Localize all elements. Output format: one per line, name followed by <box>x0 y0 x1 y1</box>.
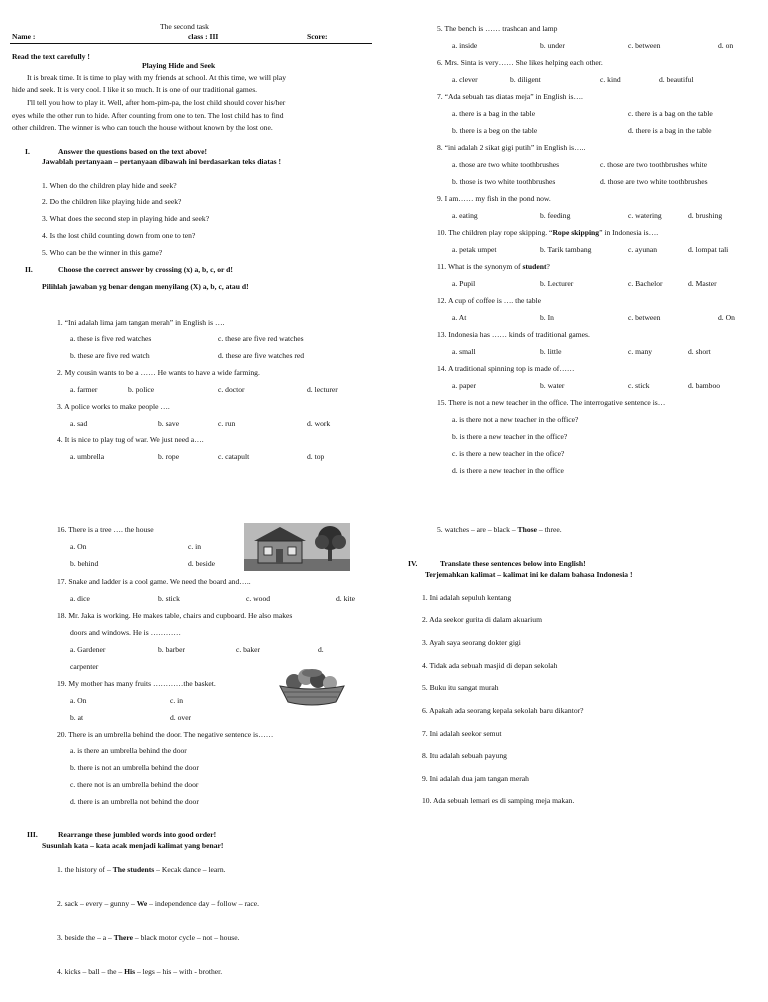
translate-sentence: 4. Tidak ada sebuah masjid di depan sekolah <box>422 661 558 670</box>
option-c[interactable]: c. kind <box>600 75 621 84</box>
jumbled-sentence: 2. sack – every – gunny – We – independence day – follow – race. <box>57 899 260 908</box>
option-d[interactable]: d. short <box>688 347 711 356</box>
option-b[interactable]: b. these are five red watch <box>70 351 150 360</box>
option-b[interactable]: b. at <box>70 713 84 722</box>
option-a[interactable]: a. there is a bag in the table <box>452 109 536 118</box>
question: 20. There is an umbrella behind the door. The negative sentence is…… <box>57 730 274 739</box>
question: 5. The bench is …… trashcan and lamp <box>437 24 558 33</box>
question: 4. It is nice to play tug of war. We just need a…. <box>57 435 204 444</box>
translate-sentence: 9. Ini adalah dua jam tangan merah <box>422 774 529 783</box>
option-c[interactable]: c. Bachelor <box>628 279 663 288</box>
option-b[interactable]: b. diligent <box>510 75 541 84</box>
section-2-number: II. <box>25 265 33 274</box>
reading-line: eyes while the other run to hide. After counting from one to ten. The lost child has to find <box>12 111 284 120</box>
option-c[interactable]: c. between <box>628 313 661 322</box>
option-b[interactable]: b. under <box>540 41 565 50</box>
option-c[interactable]: c. wood <box>246 594 271 603</box>
option-a[interactable]: a. At <box>452 313 467 322</box>
option-b[interactable]: b. behind <box>70 559 99 568</box>
option-d[interactable]: d. over <box>170 713 192 722</box>
option-d[interactable]: d. those are two white toothbrushes <box>600 177 708 186</box>
option-d[interactable]: d. there is a bag in the table <box>628 126 712 135</box>
reading-line: I'll tell you how to play it. Well, after hom-pim-pa, the lost child should cover his/her <box>27 98 286 107</box>
question: 2. Do the children like playing hide and seek? <box>42 197 182 206</box>
question: 1. When do the children play hide and seek? <box>42 181 177 190</box>
option-a[interactable]: a. those are two white toothbrushes <box>452 160 560 169</box>
option-a[interactable]: a. Pupil <box>452 279 476 288</box>
option-d[interactable]: d. kite <box>336 594 355 603</box>
question: 3. A police works to make people …. <box>57 402 170 411</box>
option-c[interactable]: c. many <box>628 347 653 356</box>
question: 8. “ini adalah 2 sikat gigi putih” in English is….. <box>437 143 586 152</box>
question: 14. A traditional spinning top is made of…… <box>437 364 575 373</box>
option-a[interactable]: a. farmer <box>70 385 98 394</box>
option-a[interactable]: a. eating <box>452 211 478 220</box>
option-b[interactable]: b. barber <box>158 645 185 654</box>
question: 7. “Ada sebuah tas diatas meja” in English is…. <box>437 92 583 101</box>
option-b[interactable]: b. stick <box>158 594 180 603</box>
option-c[interactable]: c. there is a bag on the table <box>628 109 713 118</box>
section-3-title: Rearrange these jumbled words into good order! <box>58 830 217 839</box>
option-c[interactable]: c. in <box>170 696 184 705</box>
question: 17. Snake and ladder is a cool game. We need the board and….. <box>57 577 251 586</box>
option-a[interactable]: a. Gardener <box>70 645 106 654</box>
translate-sentence: 6. Apakah ada seorang kepala sekolah baru dikantor? <box>422 706 584 715</box>
option-c[interactable]: c. doctor <box>218 385 245 394</box>
question: 11. What is the synonym of student? <box>437 262 550 271</box>
option-a[interactable]: a. paper <box>452 381 477 390</box>
option-b[interactable]: b. police <box>128 385 155 394</box>
section-1-number: I. <box>25 147 30 156</box>
score-label: Score: <box>307 32 328 41</box>
reading-line: other children. The winner is who can touch the house without known by the lost one. <box>12 123 273 132</box>
option-d[interactable]: d. On <box>718 313 735 322</box>
question: 4. Is the lost child counting down from one to ten? <box>42 231 196 240</box>
jumbled-sentence: 5. watches – are – black – Those – three. <box>437 525 562 534</box>
option-b[interactable]: b. Lecturer <box>540 279 574 288</box>
option-d[interactable]: d. there is an umbrella not behind the door <box>70 797 199 806</box>
section-3-number: III. <box>27 830 38 839</box>
question: 1. “Ini adalah lima jam tangan merah” in English is …. <box>57 318 225 327</box>
question: 12. A cup of coffee is …. the table <box>437 296 542 305</box>
jumbled-sentence: 3. beside the – a – There – black motor cycle – not – house. <box>57 933 240 942</box>
section-4-number: IV. <box>408 559 418 568</box>
section-3-subtitle: Susunlah kata – kata acak menjadi kalimat yang benar! <box>42 841 224 850</box>
option-d[interactable]: d. top <box>307 452 325 461</box>
option-b[interactable]: b. Tarik tambang <box>540 245 592 254</box>
section-4-subtitle: Terjemahkan kalimat – kalimat ini ke dalam bahasa Indonesia ! <box>425 570 633 579</box>
task-title: The second task <box>160 22 209 31</box>
option-c[interactable]: c. these are five red watches <box>218 334 304 343</box>
option-a[interactable]: a. dice <box>70 594 90 603</box>
option-b[interactable]: b. In <box>540 313 554 322</box>
option-d[interactable]: d. <box>318 645 324 654</box>
translate-sentence: 1. Ini adalah sepuluh kentang <box>422 593 512 602</box>
option-c[interactable]: c. ayunan <box>628 245 658 254</box>
section-2-subtitle: Pilihlah jawaban yg benar dengan menyilang (X) a, b, c, atau d! <box>42 282 249 291</box>
option-a[interactable]: a. On <box>70 696 87 705</box>
name-label: Name : <box>12 32 36 41</box>
question: 19. My mother has many fruits …………the basket. <box>57 679 216 688</box>
question: 5. Who can be the winner in this game? <box>42 248 163 257</box>
reading-instruction: Read the text carefully ! <box>12 52 90 61</box>
question: 15. There is not a new teacher in the office. The interrogative sentence is… <box>437 398 666 407</box>
question: 16. There is a tree …. the house <box>57 525 154 534</box>
jumbled-sentence: 4. kicks – ball – the – His – legs – his – with - brother. <box>57 967 223 976</box>
option-c[interactable]: c. baker <box>236 645 261 654</box>
translate-sentence: 10. Ada sebuah lemari es di samping meja makan. <box>422 796 575 805</box>
option-c[interactable]: c. run <box>218 419 236 428</box>
option-a[interactable]: a. small <box>452 347 476 356</box>
translate-sentence: 5. Buku itu sangat murah <box>422 683 499 692</box>
option-d[interactable]: d. these are five watches red <box>218 351 305 360</box>
option-c[interactable]: c. stick <box>628 381 650 390</box>
option-b[interactable]: b. little <box>540 347 562 356</box>
option-b[interactable]: b. there is a beg on the table <box>452 126 538 135</box>
option-a[interactable]: a. umbrella <box>70 452 105 461</box>
class-label: class : III <box>188 32 219 41</box>
option-b[interactable]: b. is there a new teacher in the office? <box>452 432 568 441</box>
option-b[interactable]: b. there is not an umbrella behind the door <box>70 763 199 772</box>
translate-sentence: 2. Ada seekor gurita di dalam akuarium <box>422 615 542 624</box>
option-a[interactable]: a. is there not a new teacher in the office? <box>452 415 579 424</box>
question: 2. My cousin wants to be a …… He wants to have a wide farming. <box>57 368 260 377</box>
option-c[interactable]: c. there not is an umbrella behind the door <box>70 780 199 789</box>
question-continuation: doors and windows. He is ………… <box>70 628 181 637</box>
option-c[interactable]: c. is there a new teacher in the ofice? <box>452 449 565 458</box>
section-1-title: Answer the questions based on the text above! <box>58 147 207 156</box>
option-a[interactable]: a. is there an umbrella behind the door <box>70 746 187 755</box>
fruit-basket-image <box>276 662 348 708</box>
option-b[interactable]: b. feeding <box>540 211 571 220</box>
option-a[interactable]: a. clever <box>452 75 478 84</box>
question: 3. What does the second step in playing hide and seek? <box>42 214 210 223</box>
option-c[interactable]: c. watering <box>628 211 662 220</box>
option-d[interactable]: d. beautiful <box>659 75 694 84</box>
option-d[interactable]: d. Master <box>688 279 717 288</box>
option-b[interactable]: b. rope <box>158 452 180 461</box>
option-d[interactable]: d. beside <box>188 559 215 568</box>
jumbled-sentence: 1. the history of – The students – Kecak dance – learn. <box>57 865 226 874</box>
section-4-title: Translate these sentences below into English! <box>440 559 586 568</box>
reading-title: Playing Hide and Seek <box>142 61 216 70</box>
option-b[interactable]: b. save <box>158 419 180 428</box>
question: 9. I am…… my fish in the pond now. <box>437 194 551 203</box>
option-d[interactable]: d. on <box>718 41 734 50</box>
option-c[interactable]: c. catapult <box>218 452 250 461</box>
house-tree-image <box>244 523 350 571</box>
option-d-text[interactable]: carpenter <box>70 662 99 671</box>
option-a[interactable]: a. On <box>70 542 87 551</box>
option-d[interactable]: d. is there a new teacher in the office <box>452 466 564 475</box>
option-c[interactable]: c. those are two toothbrushes white <box>600 160 708 169</box>
option-a[interactable]: a. petak umpet <box>452 245 497 254</box>
option-d[interactable]: d. lompat tali <box>688 245 729 254</box>
reading-line: hide and seek. It is very cool. I like it so much. It is one of our traditional games. <box>12 85 258 94</box>
header-rule <box>10 43 372 44</box>
option-a[interactable]: a. inside <box>452 41 478 50</box>
question: 18. Mr. Jaka is working. He makes table, chairs and cupboard. He also makes <box>57 611 293 620</box>
option-d[interactable]: d. bamboo <box>688 381 721 390</box>
option-d[interactable]: d. lecturer <box>307 385 338 394</box>
option-c[interactable]: c. between <box>628 41 661 50</box>
option-b[interactable]: b. those is two white toothbrushes <box>452 177 556 186</box>
translate-sentence: 8. Itu adalah sebuah payung <box>422 751 507 760</box>
question: 13. Indonesia has …… kinds of traditional games. <box>437 330 590 339</box>
option-a[interactable]: a. sad <box>70 419 88 428</box>
section-1-subtitle: Jawablah pertanyaan – pertanyaan dibawah ini berdasarkan teks diatas ! <box>42 157 282 166</box>
question: 6. Mrs. Sinta is very…… She likes helping each other. <box>437 58 603 67</box>
option-c[interactable]: c. in <box>188 542 202 551</box>
option-b[interactable]: b. water <box>540 381 565 390</box>
reading-line: It is break time. It is time to play with my friends at school. At this time, we will play <box>27 73 286 82</box>
translate-sentence: 3. Ayah saya seorang dokter gigi <box>422 638 521 647</box>
option-a[interactable]: a. these is five red watches <box>70 334 152 343</box>
section-2-title: Choose the correct answer by crossing (x) a, b, c, or d! <box>58 265 233 274</box>
option-d[interactable]: d. brushing <box>688 211 723 220</box>
question: 10. The children play rope skipping. “Rope skipping” in Indonesia is…. <box>437 228 659 237</box>
option-d[interactable]: d. work <box>307 419 331 428</box>
translate-sentence: 7. Ini adalah seekor semut <box>422 729 502 738</box>
